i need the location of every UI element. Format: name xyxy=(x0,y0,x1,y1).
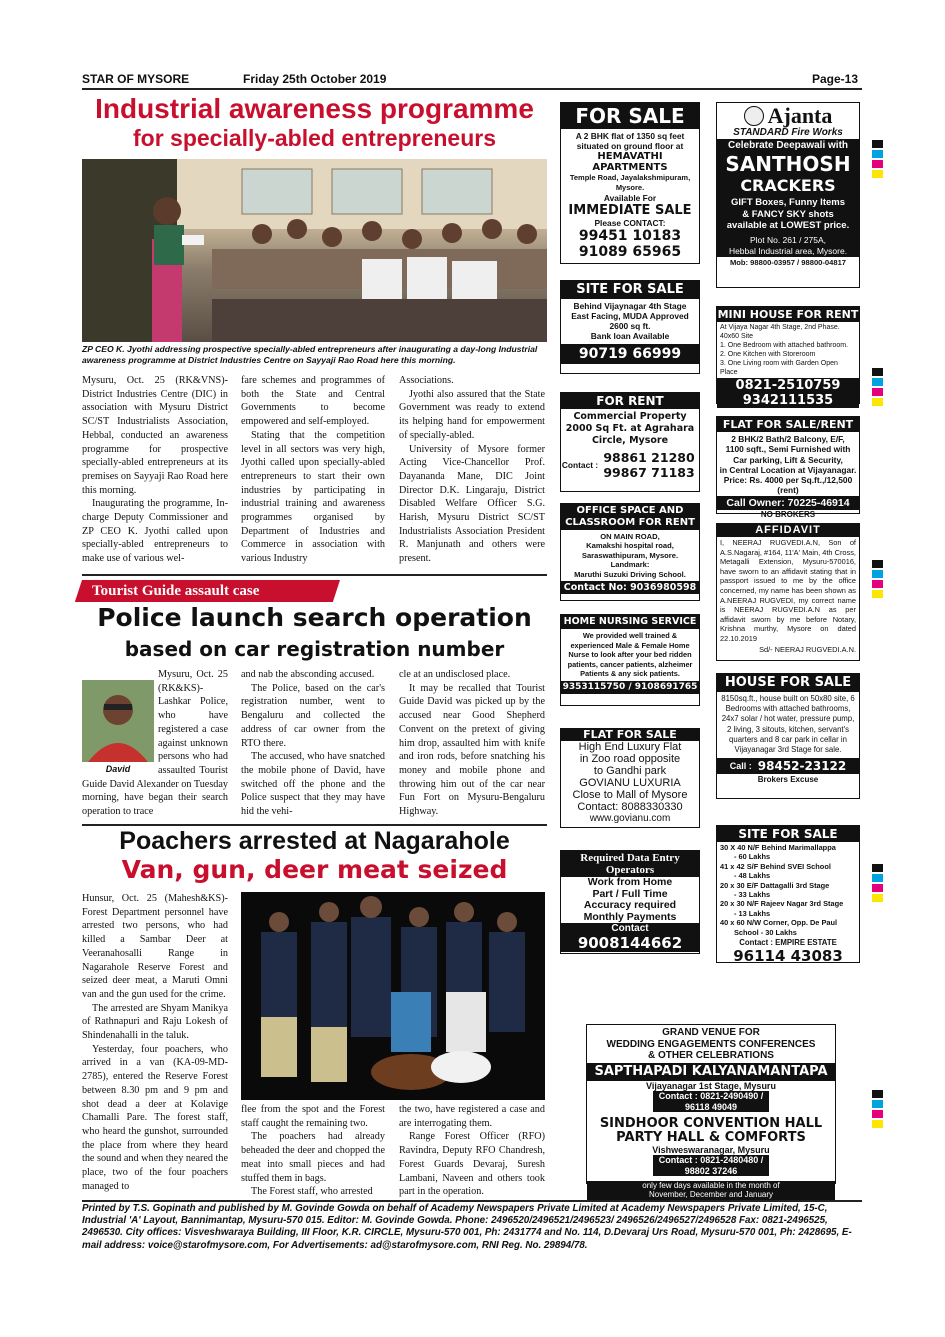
ad-mini-house-rent xyxy=(716,306,860,408)
ad-text: 1. One Bedroom with attached bathroom. xyxy=(720,342,849,349)
ad-text: GOVIANU LUXURIA xyxy=(579,777,681,789)
ad-text: Contact : xyxy=(561,460,599,470)
ad-text: Bank loan Available xyxy=(590,331,670,341)
ad-for-sale-flat xyxy=(560,102,700,264)
paragraph: Inaugurating the programme, In-charge Deputy Commissioner and ZP CEO K. Jyothi called upon specially-abled entrepreneurs to make use of various wel- xyxy=(82,498,228,565)
ad-text: Close to Mall of Mysore xyxy=(572,789,688,801)
story3-headline-line2: Van, gun, deer meat seized xyxy=(121,855,508,884)
ad-list-item: - 13 Lakhs xyxy=(734,908,771,918)
ad-text: Celebrate Deepawali with xyxy=(717,139,859,152)
poachers-photo-illustration xyxy=(241,892,545,1100)
ad-text: 3. One Living room with Garden Open Place xyxy=(720,360,838,376)
ad-website: www.govianu.com xyxy=(589,813,671,824)
ad-text: in Zoo road opposite xyxy=(579,753,681,765)
ad-heading: AFFIDAVIT xyxy=(717,524,859,537)
ad-heading: SANTHOSH xyxy=(717,152,859,176)
story2-kicker: Tourist Guide assault case xyxy=(92,583,260,599)
ad-heading: FOR SALE xyxy=(561,103,699,129)
ad-text: East Facing, MUDA Approved xyxy=(571,311,689,321)
paragraph: Stating that the competition level in all sectors was very high, Jyothi called upon specially-abled entrepreneurs to start their own industries by participating in industrial training and awareness programmes organised by Department of Industries and Commerce in association with various Industry xyxy=(241,429,385,565)
ad-text: Maruthi Suzuki Driving School. xyxy=(574,569,686,579)
ad-text: 40x60 Site xyxy=(720,333,754,340)
ad-heading: HOME NURSING SERVICE xyxy=(561,615,699,629)
ad-text: Commercial Property xyxy=(573,411,687,422)
paragraph: the two, have registered a case and are interrogating them. xyxy=(399,1104,545,1129)
ad-text: Please CONTACT: xyxy=(594,218,666,228)
ad-text: & FANCY SKY shots xyxy=(742,208,834,220)
ad-text: ON MAIN ROAD, xyxy=(600,532,660,541)
ad-heading: FLAT FOR SALE xyxy=(561,729,699,741)
ad-body: 8150sq.ft., house built on 50x80 site, 6 Bedrooms with attached bathrooms, 24x7 solar / hot water, pressure pump, 2 living, 3 sitouts, kitchen, servant's quarters and 8 car park in cellar in Vijayanagar 3rd Stage for sale. xyxy=(721,694,855,755)
ad-text: Call : xyxy=(729,761,752,772)
ad-phone: 99867 71183 xyxy=(603,465,695,480)
ad-heading: MINI HOUSE FOR RENT xyxy=(717,308,859,321)
ad-for-rent-commercial xyxy=(560,392,700,492)
ad-phone: 91089 65965 xyxy=(578,244,682,260)
ad-text: Nurse to look after your bed ridden xyxy=(568,650,692,660)
ad-text: Car parking, Lift & Security, xyxy=(733,454,843,465)
ad-phone: 0821-2510759 xyxy=(717,378,859,393)
ad-text: available at LOWEST price. xyxy=(726,220,850,231)
story2-column-1 xyxy=(82,668,228,824)
ad-heading: OFFICE SPACE AND xyxy=(576,505,684,516)
ad-list-item: 30 X 40 N/F Behind Marimallappa xyxy=(720,843,836,852)
ad-wedding-venues xyxy=(586,1024,836,1199)
page-number: Page-13 xyxy=(812,72,859,86)
ad-text: patients, cancer patients, alzheimer xyxy=(567,659,693,669)
ad-text: WEDDING ENGAGEMENTS CONFERENCES xyxy=(606,1038,816,1050)
ad-text: A 2 BHK flat of 1350 sq feet situated on ground floor at xyxy=(575,131,685,151)
venue-name: SAPTHAPADI KALYANAMANTAPA xyxy=(587,1063,835,1081)
ad-text: Plot No. 261 / 275A, xyxy=(717,233,859,246)
story3-photo xyxy=(241,892,545,1100)
ad-text: & OTHER CELEBRATIONS xyxy=(648,1050,774,1061)
ad-heading: Operators xyxy=(605,864,655,876)
ad-phone: 99451 10183 xyxy=(578,228,682,244)
ad-ajanta-crackers xyxy=(716,102,860,288)
ad-list-item: 20 x 30 E/F Dattagalli 3rd Stage xyxy=(720,880,830,890)
paragraph: Range Forest Officer (RFO) Ravindra, Deputy RFO Chandresh, Forest Guards Devaraj, Suresh Lambani, Naveen and others took part in the operation. xyxy=(399,1131,545,1198)
ad-text: Accuracy required xyxy=(583,899,677,911)
ad-text: Available For xyxy=(603,193,657,203)
ad-text: Kamakshi hospital road, xyxy=(586,541,674,551)
venue-name: PARTY HALL & COMFORTS xyxy=(616,1129,806,1145)
section-rule xyxy=(82,574,547,576)
paragraph: It may be recalled that Tourist Guide David was picked up by the accused near Good Shepherd Convent on the pretext of giving him drop, assaulted him with knife and iron rods, before snatching his money and mobile phone and throwing him out of the car near Fun Fort on Mysuru-Bengaluru Highway. xyxy=(399,682,545,818)
ad-text: 2 BHK/2 Bath/2 Balcony, E/F, xyxy=(731,434,845,444)
ad-text: to Gandhi park xyxy=(593,765,667,777)
ad-text: experienced Male & Female Home xyxy=(570,640,690,650)
paragraph: Mysuru, Oct. 25 (RK&KS)- Lashkar Police, who have registered a case against unknown persons who had assaulted Tourist Guide David Alexander on Tuesday morning, have began their search operation to trace xyxy=(82,669,229,818)
ad-list-item: 41 x 42 S/F Behind SVEI School xyxy=(720,861,831,871)
ad-phone-block xyxy=(653,1091,770,1112)
footer-rule xyxy=(82,1200,862,1202)
ad-text: November, December and January xyxy=(648,1190,774,1199)
story2-column-2 xyxy=(241,668,385,824)
ad-text: 2000 Sq Ft. at Agrahara xyxy=(565,423,695,434)
ad-phone: 98452-23122 xyxy=(757,759,847,774)
masthead-rule xyxy=(82,88,862,90)
ad-text: Behind Vijaynagar 4th Stage xyxy=(573,301,687,311)
ad-text: Circle, Mysore xyxy=(591,435,669,446)
ad-phone: 96114 43083 xyxy=(733,947,843,966)
ad-heading: CRACKERS xyxy=(717,176,859,196)
paragraph: The accused, who have snatched the mobile phone of David, have switched off the phone and the Police suspect that they may have hid the vehi- xyxy=(241,751,385,818)
ad-heading: HOUSE FOR SALE xyxy=(717,674,859,692)
ad-data-entry xyxy=(560,850,700,954)
ad-text: Hebbal Industrial area, Mysore. xyxy=(717,246,859,257)
ad-brand: Ajanta xyxy=(767,103,833,128)
ad-heading: FLAT FOR SALE/RENT xyxy=(717,417,859,432)
ajanta-logo-icon xyxy=(744,106,764,126)
paragraph: fare schemes and programmes of both the State and Central Governments to become empowered and self-employed. xyxy=(241,375,385,428)
paragraph: Jyothi also assured that the State Government was ready to extend its helping hand for empowerment of specially-abled. xyxy=(399,388,545,441)
ad-phone: Call Owner: 70225-46914 xyxy=(717,496,859,510)
ad-list-item: - 33 Lakhs xyxy=(734,890,771,900)
ad-phone: 9353115750 / 9108691765 xyxy=(562,681,698,692)
ad-text: Contact xyxy=(561,923,699,934)
paragraph: The arrested are Shyam Manikya of Rathnapuri and Raju Lokesh of Shindenahalli in the taluk. xyxy=(82,1002,228,1042)
ad-phone: 98802 37246 xyxy=(684,1165,738,1176)
ad-heading: CLASSROOM FOR RENT xyxy=(565,517,695,528)
ad-house-for-sale xyxy=(716,673,860,799)
ad-body: I, NEERAJ RUGVEDI.A.N, Son of A.S.Nagaraj, #164, 11'A' Main, 4th Cross, Metagalli Extension, Mysuru-570016, have sworn to an affidavit stating that in passport issued to me by the office concerned, my name has been shown as A.NEERAJ RUGVEDI, my correct name is NEERAJ RUGVEDI.A.N as per affidavit sworn by me before Notary, Krishna murthy, Mysore on dated 22.10.2019 xyxy=(720,538,856,643)
ad-text: 2600 sq ft. xyxy=(609,321,651,331)
issue-date: Friday 25th October 2019 xyxy=(243,72,387,86)
ad-heading: FOR RENT xyxy=(561,393,699,409)
seminar-photo-illustration xyxy=(82,159,547,342)
story2-kicker-bar xyxy=(82,580,547,602)
story2-column-3 xyxy=(399,668,545,824)
ad-affidavit xyxy=(716,523,860,661)
ad-site-for-sale xyxy=(560,280,700,374)
paragraph: The Police, based on the car's registration number, went to Bengaluru and collected the address of car owner from the RTO there. xyxy=(241,682,385,749)
paper-name: STAR OF MYSORE xyxy=(82,72,190,86)
section-rule xyxy=(82,824,547,826)
ad-text: in Central Location at Vijayanagar. xyxy=(719,464,857,475)
venue-name: SINDHOOR CONVENTION HALL xyxy=(599,1115,823,1131)
ad-text: STANDARD Fire Works xyxy=(733,127,843,138)
ad-heading: SITE FOR SALE xyxy=(561,281,699,299)
ad-text: Patients & any sick patients. xyxy=(580,669,680,679)
ad-text: At Vijaya Nagar 4th Stage, 2nd Phase. xyxy=(720,324,840,331)
ad-text: Work from Home xyxy=(587,876,673,888)
ad-phone: Contact: 8088330330 xyxy=(577,801,683,813)
ad-signature: Sd/- NEERAJ RUGVEDI.A.N. xyxy=(759,644,856,654)
story2-photo-caption: David xyxy=(105,764,131,774)
ad-text: High End Luxury Flat xyxy=(578,741,682,753)
ad-contact: Contact No: 9036980598 xyxy=(561,581,699,594)
ad-list-item: - 48 Lakhs xyxy=(734,871,771,881)
imprint-footer: Printed by T.S. Gopinath and published by M. Govinde Gowda on behalf of Academy Newspapers Private Limited at Academy Newspapers Private Limited, 15-C, Industrial 'A' Layout, Bannimantap, Mysuru-570 015. Editor: M. Govinde Gowda. Phone: 2496520/2496521/2496523/ 2496526/2496527/2496528 Fax: 0821-2496525, 2496530. City offices: Visveshwaraya Building, III Floor, K.R. CIRCLE, Mysuru-570 001, Ph: 2431774 and No. 114, D.Devaraj Urs Road, Mysuru-570 001, Ph: 2428695, E-mail address: voice@starofmysore.com, For Advertisements: ad@starofmysore.com, RNI Reg. No. 29894/78. xyxy=(82,1203,852,1251)
story3-column-3 xyxy=(399,1103,545,1201)
story3-column-1 xyxy=(82,892,228,1202)
paragraph: The poachers had already beheaded the deer and chopped the meat into small pieces and had stuffed them in bags. xyxy=(241,1131,385,1184)
paragraph: Hunsur, Oct. 25 (Mahesh&KS)- Forest Department personnel have arrested two persons, who had killed a Sambar Deer at Veeranahosalli Range in Nagarahole Reserve Forest and seized deer meat, a Maruti Omni van and the gun used for the crime. xyxy=(82,893,228,1000)
ad-text: We provided well trained & xyxy=(582,631,678,640)
ad-phone: 98861 21280 xyxy=(603,450,695,465)
story1-headline-line1: Industrial awareness programme xyxy=(95,93,534,124)
paragraph: The Forest staff, who arrested xyxy=(251,1186,373,1198)
ad-phone: 96118 49049 xyxy=(684,1101,738,1112)
ad-heading: SITE FOR SALE xyxy=(717,826,859,842)
ad-text: Landmark: xyxy=(610,560,650,570)
ad-text: Saraswathipuram, Mysore. xyxy=(581,550,679,560)
ad-text: Monthly Payments xyxy=(583,910,677,923)
story1-headline-line2: for specially-abled entrepreneurs xyxy=(132,125,496,151)
ad-phone-block xyxy=(653,1155,770,1176)
ad-text: GRAND VENUE FOR xyxy=(662,1027,760,1038)
ad-phone: 90719 66999 xyxy=(561,344,699,364)
ad-text: only few days available in the month of xyxy=(642,1180,780,1190)
ad-text: Temple Road, Jayalakshmipuram, Mysore. xyxy=(569,173,691,192)
ad-phone: 9342111535 xyxy=(717,393,859,408)
ad-flat-sale-rent xyxy=(716,416,860,519)
story2-headline-line1: Police launch search operation xyxy=(97,603,532,632)
paragraph: Mysuru, Oct. 25 (RK&VNS)- District Industries Centre (DIC) in association with Mysuru District SC/ST Industrialists Association, Hebbal, conducted an awareness programme for prospective specially-abled entrepreneurs at its premises on Sayyaji Rao Road here this morning. xyxy=(82,375,228,496)
story3-column-2 xyxy=(241,1103,385,1201)
ad-text: HEMAVATHI APARTMENTS xyxy=(592,151,668,173)
ad-text: NO BROKERS xyxy=(760,509,816,519)
ad-site-for-sale-empire xyxy=(716,825,860,966)
ad-list-item: School - 30 Lakhs xyxy=(734,927,797,937)
ad-text: Part / Full Time xyxy=(592,887,668,900)
ad-office-space xyxy=(560,503,700,601)
ad-text: IMMEDIATE SALE xyxy=(568,203,692,218)
story1-photo xyxy=(82,159,547,342)
story3-headline-line1: Poachers arrested at Nagarahole xyxy=(119,827,510,855)
photo-float-spacer xyxy=(82,668,158,774)
story1-column-2 xyxy=(241,374,385,566)
ad-text: Price: Rs. 4000 per Sq.ft.,/12,500 (rent) xyxy=(723,475,853,496)
ad-text: 2. One Kitchen with Storeroom xyxy=(720,351,816,358)
story1-column-3 xyxy=(399,374,545,566)
paragraph: flee from the spot and the Forest staff caught the remaining two. xyxy=(241,1104,385,1129)
ad-text: GIFT Boxes, Funny Items xyxy=(730,197,846,208)
ad-phone: Contact : 0821-2490490 / xyxy=(658,1091,764,1101)
ad-text: Vijayanagar 1st Stage, Mysuru xyxy=(646,1080,776,1091)
paragraph: Yesterday, four poachers, who arrived in a van (KA-09-MD-2785), entered the Reserve Forest between 8.30 pm and 9 pm and shot dead a deer at Kolavige Chamalli Pare. The forest staff, who heard the gunshot, surrounded the place from where they heard the sound and when they neared the place, two of the four poachers managed to xyxy=(82,1043,228,1192)
paragraph: and nab the absconding accused. xyxy=(241,669,375,680)
ad-text: Vishweswaranagar, Mysuru xyxy=(652,1144,770,1155)
story1-caption: ZP CEO K. Jyothi addressing prospective specially-abled entrepreneurs after inaugurating a day-long Industrial awareness programme at District Industries Centre on Sayyaji Rao Road here this morning. xyxy=(82,344,538,365)
paragraph: cle at an undisclosed place. xyxy=(399,669,511,680)
ad-text: Contact : EMPIRE ESTATE xyxy=(739,938,837,948)
ad-list-item: - 60 Lakhs xyxy=(734,852,771,862)
ad-list-item: 20 x 30 N/F Rajeev Nagar 3rd Stage xyxy=(720,899,844,909)
ad-text: 1100 sqft., Semi Furnished with xyxy=(725,444,851,455)
ad-text: Brokers Excuse xyxy=(757,775,819,785)
story1-column-1 xyxy=(82,374,228,566)
story2-headline-line2: based on car registration number xyxy=(124,637,505,661)
ad-phone: Contact : 0821-2480480 / xyxy=(658,1155,764,1165)
paragraph: Associations. xyxy=(399,375,454,386)
ad-list-item: 40 x 60 N/W Corner, Opp. De Paul xyxy=(720,918,838,928)
ad-home-nursing xyxy=(560,614,700,706)
ad-flat-for-sale-luxury xyxy=(560,728,700,828)
ad-heading: Required Data Entry xyxy=(580,852,680,864)
ad-phone: Mob: 98800-03957 / 98800-04817 xyxy=(729,257,847,267)
ad-phone: 9008144662 xyxy=(561,934,699,952)
paragraph: University of Mysore former Acting Vice-Chancellor Prof. Dayananda Mane, DIC Joint Director D.K. Lingaraju, District Disabled Welfare Officer S.G. Harish, Mysuru District SC/ST Industrialists Association President R. Manjunath and others were present. xyxy=(399,443,545,565)
